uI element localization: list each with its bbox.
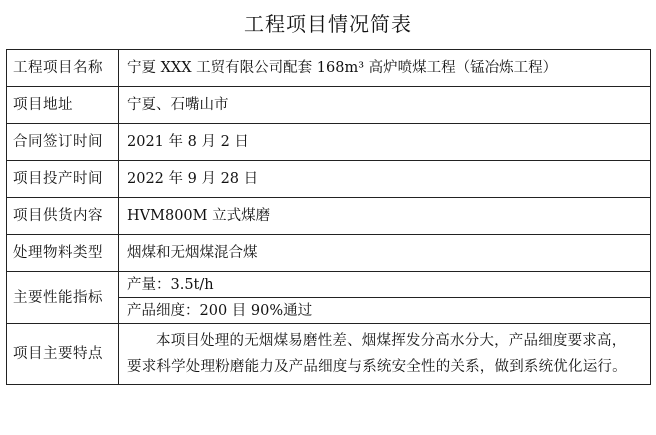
project-name-value: 宁夏 XXX 工贸有限公司配套 168m³ 高炉喷煤工程（锰冶炼工程） bbox=[119, 50, 651, 87]
project-address-value: 宁夏、石嘴山市 bbox=[119, 87, 651, 124]
material-type-label: 处理物料类型 bbox=[7, 235, 119, 272]
table-row-supply-content bbox=[7, 198, 651, 235]
supply-content-label: 项目供货内容 bbox=[7, 198, 119, 235]
contract-date-label: 合同签订时间 bbox=[7, 124, 119, 161]
table-row-contract-date bbox=[7, 124, 651, 161]
table-row-production-date bbox=[7, 161, 651, 198]
material-type-value: 烟煤和无烟煤混合煤 bbox=[119, 235, 651, 272]
contract-date-value: 2021 年 8 月 2 日 bbox=[119, 124, 651, 161]
features-label: 项目主要特点 bbox=[7, 324, 119, 385]
performance-label: 主要性能指标 bbox=[7, 272, 119, 324]
table-row-project-address bbox=[7, 87, 651, 124]
supply-content-value: HVM800M 立式煤磨 bbox=[119, 198, 651, 235]
table-row-material-type bbox=[7, 235, 651, 272]
project-summary-table bbox=[6, 49, 651, 385]
table-row-features bbox=[7, 324, 651, 385]
performance-output-value: 产量：3.5t/h bbox=[119, 272, 651, 298]
features-text: 本项目处理的无烟煤易磨性差、烟煤挥发分高水分大，产品细度要求高，要求科学处理粉磨能力及产品细度与系统安全性的关系，做到系统优化运行。 bbox=[119, 324, 651, 385]
production-date-label: 项目投产时间 bbox=[7, 161, 119, 198]
production-date-value: 2022 年 9 月 28 日 bbox=[119, 161, 651, 198]
table-row-performance-output bbox=[7, 272, 651, 298]
table-row-project-name bbox=[7, 50, 651, 87]
performance-fineness-value: 产品细度：200 目 90%通过 bbox=[119, 298, 651, 324]
project-address-label: 项目地址 bbox=[7, 87, 119, 124]
document-title: 工程项目情况简表 bbox=[244, 12, 412, 36]
project-name-label: 工程项目名称 bbox=[7, 50, 119, 87]
